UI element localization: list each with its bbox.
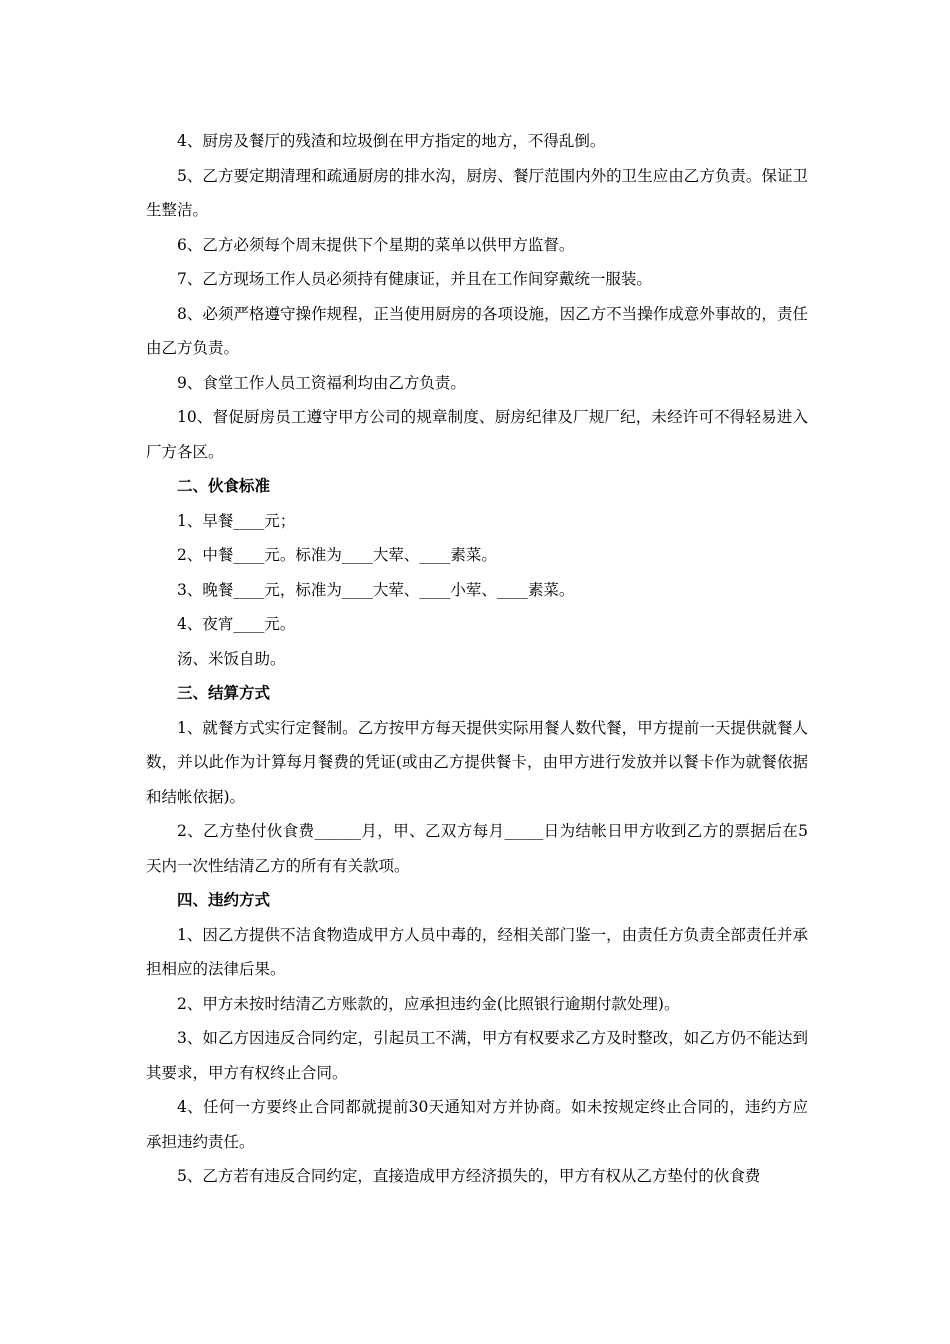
section-heading-settlement: 三、结算方式	[177, 684, 271, 702]
settlement-clause-2: 2、乙方垫付伙食费______月，甲、乙双方每月_____日为结帐日甲方收到乙方的票据后在5天内一次性结清乙方的所有有关款项。	[146, 822, 808, 875]
meal-soup-rice: 汤、米饭自助。	[177, 649, 286, 668]
breach-clause-1: 1、因乙方提供不洁食物造成甲方人员中毒的，经相关部门鉴一，由责任方负责全部责任并承担相应的法律后果。	[146, 925, 808, 978]
settlement-clause-1: 1、就餐方式实行定餐制。乙方按甲方每天提供实际用餐人数代餐，甲方提前一天提供就餐人数，并以此作为计算每月餐费的凭证(或由乙方提供餐卡，由甲方进行发放并以餐卡作为就餐依据和结帐依据)。	[146, 718, 808, 806]
breach-clause-4: 4、任何一方要终止合同都就提前30天通知对方并协商。如未按规定终止合同的，违约方应承担违约责任。	[146, 1098, 808, 1151]
breach-clause-2: 2、甲方未按时结清乙方账款的，应承担违约金(比照银行逾期付款处理)。	[177, 994, 680, 1013]
clause-4-garbage: 4、厨房及餐厅的残渣和垃圾倒在甲方指定的地方，不得乱倒。	[177, 132, 606, 150]
clause-6-menu: 6、乙方必须每个周末提供下个星期的菜单以供甲方监督。	[177, 235, 575, 254]
clause-10-rules: 10、督促厨房员工遵守甲方公司的规章制度、厨房纪律及厂规厂纪，未经许可不得轻易进入厂方各区。	[146, 408, 808, 461]
section-heading-meal-standard: 二、伙食标准	[177, 477, 271, 495]
clause-7-health-cert: 7、乙方现场工作人员必须持有健康证，并且在工作间穿戴统一服装。	[177, 270, 652, 288]
meal-lunch: 2、中餐____元。标准为____大荤、____素菜。	[177, 546, 497, 564]
section-heading-breach: 四、违约方式	[177, 891, 271, 909]
meal-late-night: 4、夜宵____元。	[177, 615, 296, 633]
document-page	[146, 124, 808, 1194]
breach-clause-3: 3、如乙方因违反合同约定，引起员工不满，甲方有权要求乙方及时整改，如乙方仍不能达到其要求，甲方有权终止合同。	[146, 1029, 808, 1082]
breach-clause-5: 5、乙方若有违反合同约定，直接造成甲方经济损失的，甲方有权从乙方垫付的伙食费	[177, 1167, 761, 1185]
clause-9-wages: 9、食堂工作人员工资福利均由乙方负责。	[177, 373, 466, 392]
clause-5-sanitation: 5、乙方要定期清理和疏通厨房的排水沟，厨房、餐厅范围内外的卫生应由乙方负责。保证卫生整洁。	[146, 166, 808, 219]
clause-8-operations: 8、必须严格遵守操作规程，正当使用厨房的各项设施，因乙方不当操作成意外事故的，责任由乙方负责。	[146, 304, 808, 357]
meal-breakfast: 1、早餐____元；	[177, 511, 296, 530]
meal-dinner: 3、晚餐____元，标准为____大荤、____小荤、____素菜。	[177, 580, 575, 599]
